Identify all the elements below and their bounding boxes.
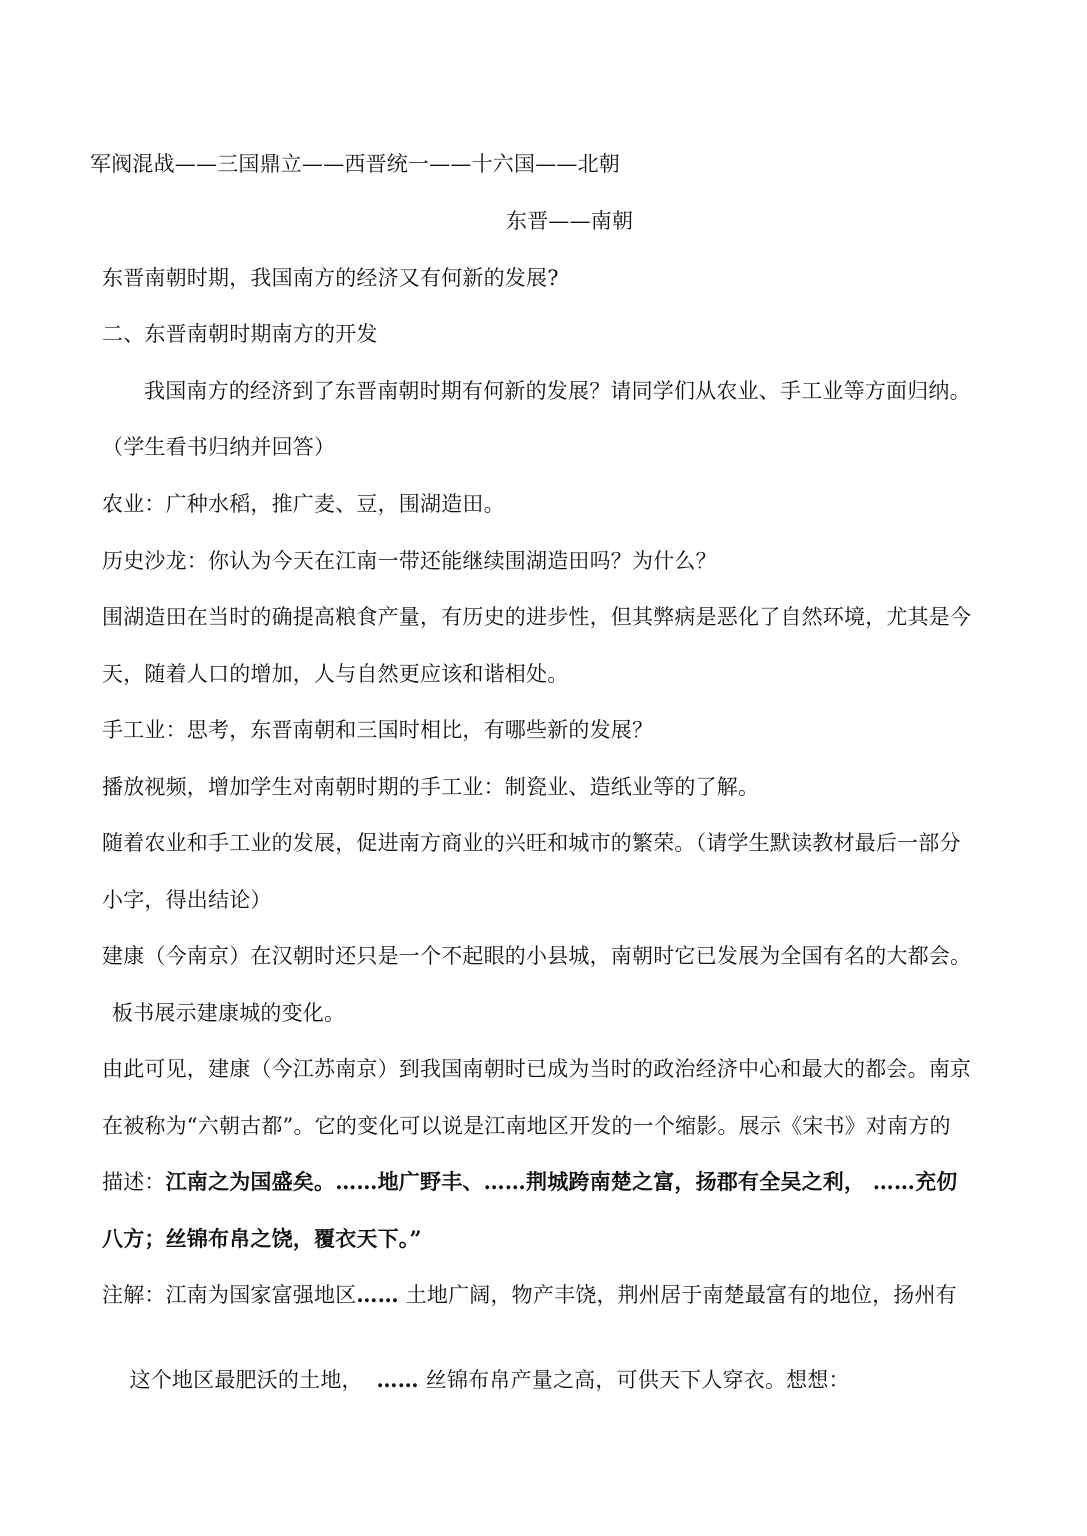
intro-paragraph-line-2: （学生看书归纳并回答） [102, 435, 336, 459]
intro-paragraph-line-1: 我国南方的经济到了东晋南朝时期有何新的发展？请同学们从农业、手工业等方面归纳。 [144, 379, 971, 403]
quote-prefix: 描述： [102, 1170, 166, 1194]
history-salon-question: 历史沙龙：你认为今天在江南一带还能继续围湖造田吗？为什么？ [102, 549, 717, 573]
history-salon-answer-line-2: 天，随着人口的增加，人与自然更应该和谐相处。 [102, 662, 569, 686]
section-heading: 二、东晋南朝时期南方的开发 [102, 322, 378, 346]
history-salon-answer-line-1: 围湖造田在当时的确提高粮食产量，有历史的进步性，但其弊病是恶化了自然环境，尤其是今 [102, 605, 972, 629]
jiankang-paragraph: 建康（今南京）在汉朝时还只是一个不起眼的小县城，南朝时它已发展为全国有名的大都会。 [102, 944, 972, 968]
timeline-row-2: 东晋——南朝 [506, 209, 634, 233]
timeline-row-1: 军阀混战——三国鼎立——西晋统一——十六国——北朝 [90, 152, 620, 176]
song-shu-quote-line-1 [102, 1168, 992, 1196]
annotation-text-1b: 土地广阔，物产丰饶，荆州居于南楚最富有的地位，扬州有 [398, 1283, 957, 1307]
conclusion-paragraph-line-2: 在被称为“六朝古都”。它的变化可以说是江南地区开发的一个缩影。展示《宋书》对南方的 [102, 1114, 951, 1138]
annotation-line-1 [102, 1281, 992, 1309]
commerce-paragraph-line-2: 小字，得出结论） [102, 888, 272, 912]
agriculture-text: 农业：广种水稻，推广麦、豆，围湖造田。 [102, 492, 505, 516]
annotation-line-2 [102, 1338, 992, 1422]
quote-bold-text-1: 江南之为国盛矣。……地广野丰、……荆城跨南楚之富，扬郡有全吴之利， ……充仞 [165, 1169, 958, 1194]
handicraft-text: 手工业：思考，东晋南朝和三国时相比，有哪些新的发展？ [102, 718, 654, 742]
blackboard-note: 板书展示建康城的变化。 [112, 1001, 346, 1025]
commerce-paragraph-line-1: 随着农业和手工业的发展，促进南方商业的兴旺和城市的繁荣。（请学生默读教材最后一部分 [102, 831, 961, 855]
video-text: 播放视频，增加学生对南朝时期的手工业：制瓷业、造纸业等的了解。 [102, 775, 760, 799]
question-text: 东晋南朝时期，我国南方的经济又有何新的发展? [102, 266, 559, 290]
annotation-ellipsis-1: …… [356, 1282, 399, 1307]
annotation-text-2a: 这个地区最肥沃的土地， [129, 1368, 377, 1392]
annotation-text-1a: 注解：江南为国家富强地区 [102, 1283, 357, 1307]
annotation-text-2b: 丝锦布帛产量之高，可供天下人穿衣。想想： [418, 1368, 850, 1392]
conclusion-paragraph-line-1: 由此可见，建康（今江苏南京）到我国南朝时已成为当时的政治经济中心和最大的都会。南京 [102, 1057, 972, 1081]
song-shu-quote-line-2: 八方；丝锦布帛之饶，覆衣天下。” [102, 1226, 422, 1251]
annotation-ellipsis-2: …… [376, 1367, 419, 1392]
